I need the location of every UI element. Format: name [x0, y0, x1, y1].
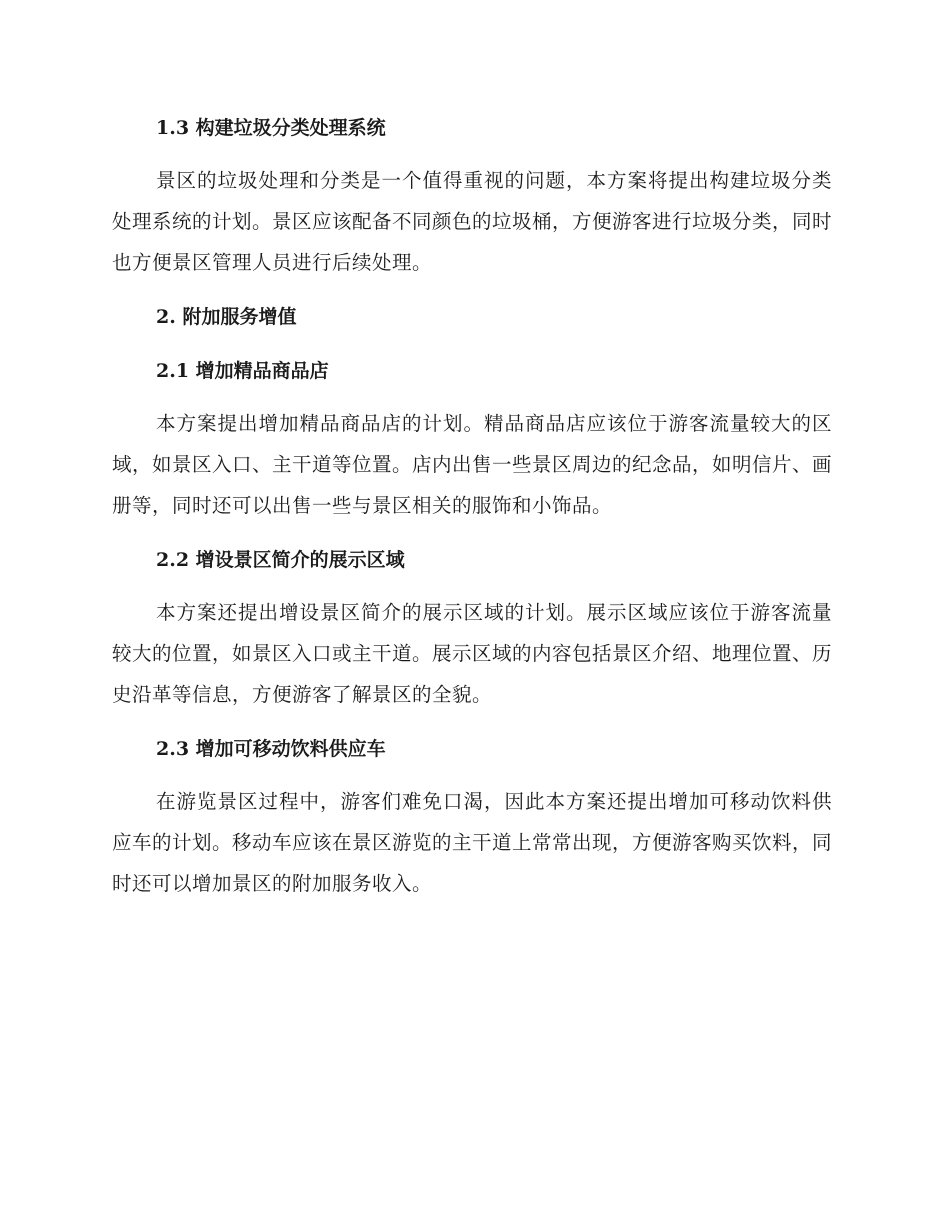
section-heading-2: 2. 附加服务增值: [156, 306, 297, 328]
document-body: [112, 108, 832, 904]
section-paragraph-2-1: 本方案提出增加精品商品店的计划。精品商品店应该位于游客流量较大的区域，如景区入口、主干道等位置。店内出售一些景区周边的纪念品，如明信片、画册等，同时还可以出售一些与景区相关的服饰和小饰品。: [112, 412, 833, 517]
section-heading-1-3: 1.3 构建垃圾分类处理系统: [156, 117, 386, 139]
section-heading-2-2: 2.2 增设景区简介的展示区域: [156, 549, 405, 571]
section-heading-2-1: 2.1 增加精品商品店: [156, 360, 329, 382]
section-paragraph-1-3: 景区的垃圾处理和分类是一个值得重视的问题，本方案将提出构建垃圾分类处理系统的计划。景区应该配备不同颜色的垃圾桶，方便游客进行垃圾分类，同时也方便景区管理人员进行后续处理。: [112, 169, 833, 274]
section-paragraph-2-2: 本方案还提出增设景区简介的展示区域的计划。展示区域应该位于游客流量较大的位置，如景区入口或主干道。展示区域的内容包括景区介绍、地理位置、历史沿革等信息，方便游客了解景区的全貌。: [112, 601, 833, 706]
section-paragraph-2-3: 在游览景区过程中，游客们难免口渴，因此本方案还提出增加可移动饮料供应车的计划。移动车应该在景区游览的主干道上常常出现，方便游客购买饮料，同时还可以增加景区的附加服务收入。: [112, 790, 833, 895]
section-heading-2-3: 2.3 增加可移动饮料供应车: [156, 738, 386, 760]
